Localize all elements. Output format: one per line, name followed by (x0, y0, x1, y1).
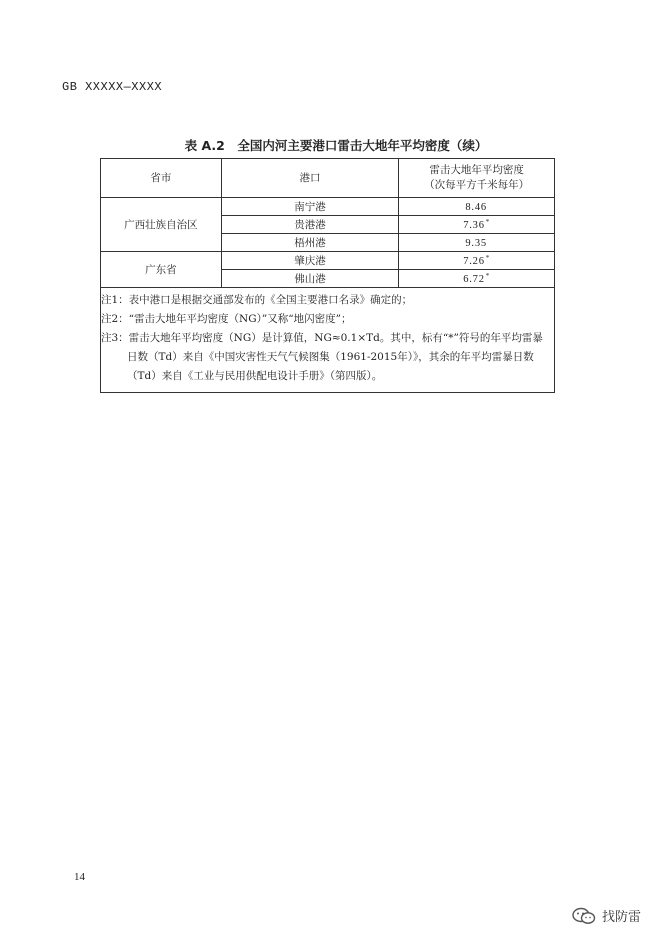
density-cell (399, 252, 555, 270)
watermark-text: 找防雷 (602, 910, 642, 925)
province-cell: 广西壮族自治区 (101, 198, 222, 252)
density-value: 7.36 (463, 220, 485, 231)
density-cell (399, 216, 555, 234)
notes-cell (101, 288, 555, 393)
watermark (572, 906, 641, 925)
port-cell: 佛山港 (221, 270, 399, 288)
density-value: 8.46 (465, 202, 487, 213)
standard-code: GB XXXXX—XXXX (62, 80, 163, 94)
density-cell (399, 198, 555, 216)
density-table (100, 158, 555, 393)
page-number: 14 (74, 871, 85, 883)
col-header-density (399, 159, 555, 198)
wechat-icon (572, 907, 596, 925)
port-cell: 肇庆港 (221, 252, 399, 270)
density-value: 7.26 (463, 256, 485, 267)
asterisk-mark: * (485, 218, 491, 226)
density-value: 6.72 (463, 274, 485, 285)
note-2: 注2：“雷击大地年平均密度（NG）”又称“地闪密度”； (101, 313, 352, 325)
table-row (101, 252, 555, 270)
col-header-province: 省市 (101, 159, 222, 198)
asterisk-mark: * (485, 272, 491, 280)
density-value: 9.35 (465, 238, 487, 249)
asterisk-mark: * (485, 254, 491, 262)
port-cell: 南宁港 (221, 198, 399, 216)
density-cell (399, 234, 555, 252)
notes-row (101, 288, 555, 393)
table-row (101, 198, 555, 216)
col-header-density-line2: （次每平方千米每年） (424, 179, 530, 191)
note-3: 注3：雷击大地年平均密度（NG）是计算值，NG≈0.1×Td。其中，标有“*”符号的年平均雷暴日数（Td）来自《中国灾害性天气气候图集（1961-2015年）》，其余的年平均雷暴日数（Td）来自《工业与民用供配电设计手册》（第四版）。 (101, 332, 543, 382)
port-cell: 梧州港 (221, 234, 399, 252)
table-header-row (101, 159, 555, 198)
col-header-density-line1: 雷击大地年平均密度 (429, 164, 524, 176)
col-header-port: 港口 (221, 159, 399, 198)
note-1: 注1：表中港口是根据交通部发布的《全国主要港口名录》确定的； (101, 294, 413, 306)
density-cell (399, 270, 555, 288)
port-cell: 贵港港 (221, 216, 399, 234)
table-title: 表 A.2 全国内河主要港口雷击大地年平均密度（续） (184, 138, 488, 153)
province-cell: 广东省 (101, 252, 222, 288)
